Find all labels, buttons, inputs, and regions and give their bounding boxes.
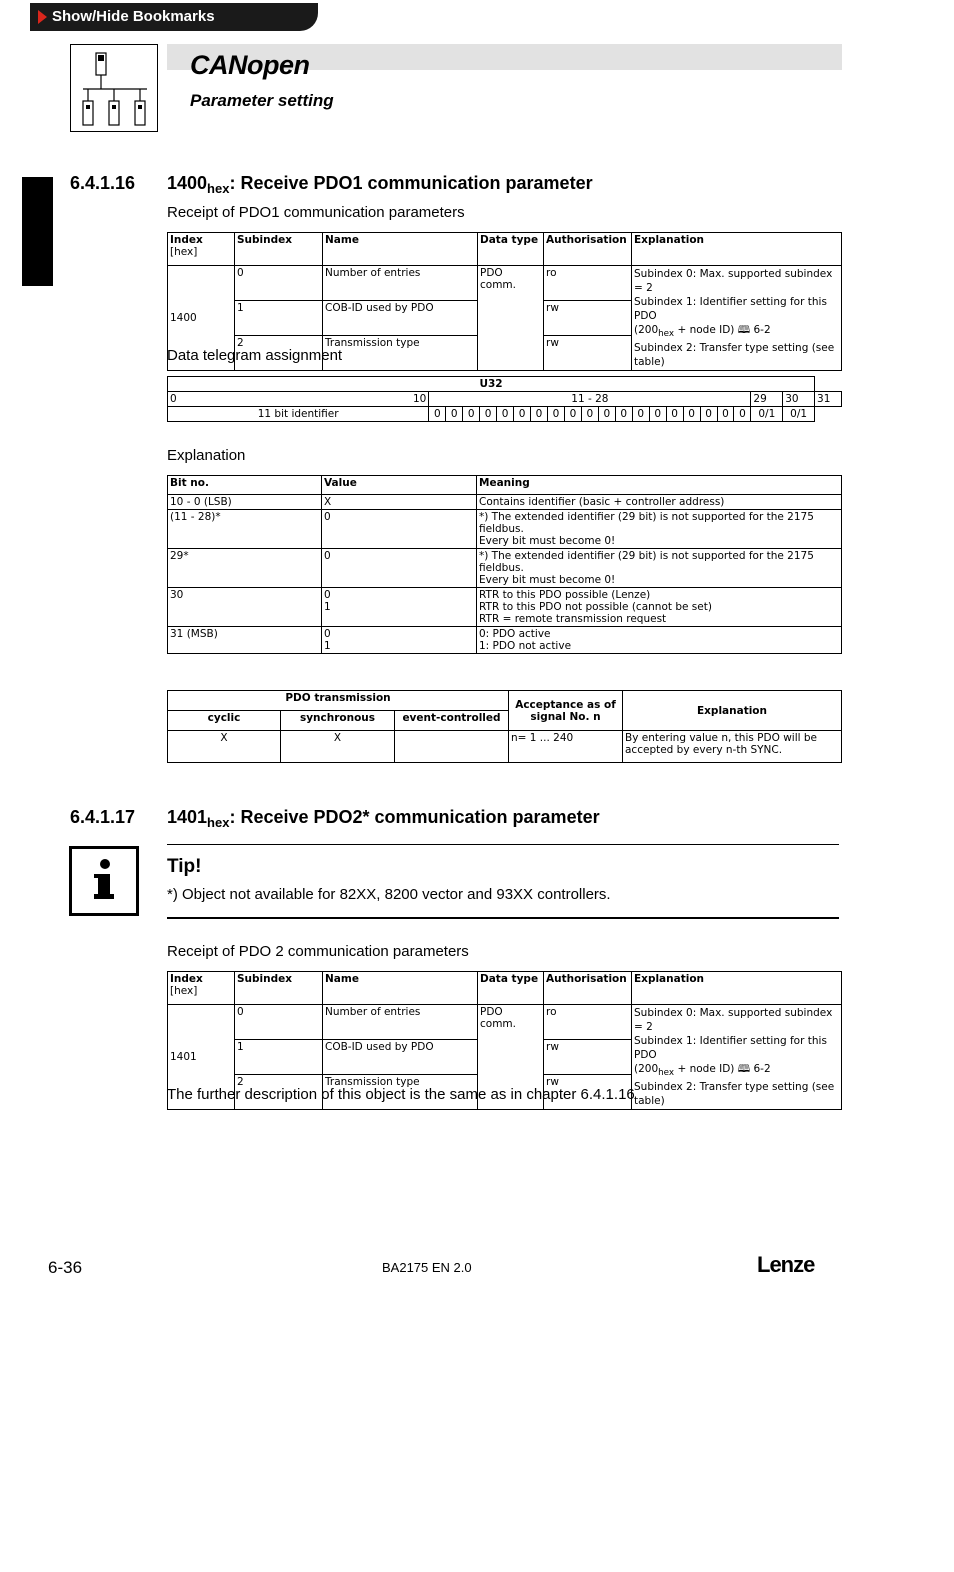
bit-value-cell: 0 [480,407,497,422]
bit-value-cell: 0 [700,407,717,422]
subindex-cell: 0 [235,1005,323,1040]
value-cell: 0 [322,549,477,588]
value-cell: 0 1 [322,627,477,654]
auth-cell: rw [544,1075,632,1110]
name-cell: Number of entries [323,1005,478,1040]
network-logo-icon [70,44,158,132]
bit-value-cell: 0 [581,407,598,422]
cyclic-cell: X [168,731,281,763]
auth-cell: rw [544,1040,632,1075]
table-row [168,627,842,654]
subindex-cell: 2 [235,336,323,371]
info-icon [69,846,139,916]
bit-value-cell: 0 [463,407,480,422]
table-row [168,495,842,510]
bit-value-cell: 0 [717,407,734,422]
col-header-expl: Explanation [632,972,842,1005]
pdo-transmission-header: PDO transmission [168,691,509,711]
bit-cell: 29* [168,549,322,588]
document-id: BA2175 EN 2.0 [382,1260,472,1275]
col-event-controlled: event-controlled [395,711,509,731]
datatype-cell: PDO comm. [478,266,544,371]
table-row [168,549,842,588]
name-cell: Transmission type [323,1075,478,1110]
name-cell: COB-ID used by PDO [323,1040,478,1075]
book-icon: 🕮 [737,324,751,336]
bit-31: 31 [815,392,842,407]
col-cyclic: cyclic [168,711,281,731]
section-title: $1401_{hex}$: Receive PDO2* communication parameter [167,807,600,830]
page-number: 6-36 [48,1258,83,1277]
range-start: 0 [168,392,269,407]
pdo-expl-header: Explanation [623,691,842,731]
show-hide-bookmarks-button[interactable] [30,3,318,31]
bit-value-cell: 0/1 [751,407,783,422]
range-mid: 11 - 28 [429,392,751,407]
col-header-index: Index [hex] [168,233,235,266]
bit-value-cell: 0 [666,407,683,422]
pdo-transmission-table [167,690,842,763]
auth-cell: rw [544,301,632,336]
name-cell: COB-ID used by PDO [323,301,478,336]
closing-text: The further description of this object is the same as in chapter 6.4.1.16 [167,1086,635,1103]
bit-value-cell: 0 [547,407,564,422]
bit-value-cell: 0 [615,407,632,422]
index-cell: 1401 [168,1005,235,1110]
auth-cell: ro [544,1005,632,1040]
bit-cell: 10 - 0 (LSB) [168,495,322,510]
meaning-cell: *) The extended identifier (29 bit) is not supported for the 2175 fieldbus. Every bit must become 0! [477,510,842,549]
value-cell: 0 1 [322,588,477,627]
bit-value-cell: 0 [564,407,581,422]
section-title: $1400_{hex}$: Receive PDO1 communication parameter [167,173,593,196]
bit-value-cell: 0 [497,407,514,422]
section-number: 6.4.1.16 [70,173,136,193]
bit-value-cell: 0 [649,407,666,422]
page-subtitle: Parameter setting [190,91,334,110]
bookmark-label: Show/Hide Bookmarks [52,8,215,25]
bit-value-cell: 0 [598,407,615,422]
bit-value-cell: 0 [734,407,751,422]
col-header-expl: Explanation [632,233,842,266]
section-number: 6.4.1.17 [70,807,136,827]
telegram-heading: Data telegram assignment [167,347,343,364]
tip-title: Tip! [167,856,202,877]
name-cell: Transmission type [323,336,478,371]
auth-cell: rw [544,336,632,371]
explanation-heading: Explanation [167,447,246,464]
bit-cell: 31 (MSB) [168,627,322,654]
name-cell: Number of entries [323,266,478,301]
page-title: CANopen [190,50,310,80]
bit-30: 30 [783,392,815,407]
meaning-cell: RTR to this PDO possible (Lenze) RTR to this PDO not possible (cannot be set) RTR = remote transmission request [477,588,842,627]
subindex-cell: 1 [235,1040,323,1075]
bit-value-cell: 0/1 [783,407,815,422]
brand-logo: Lenze [757,1252,815,1277]
bit-value-cell: 0 [632,407,649,422]
section-intro: Receipt of PDO 2 communication parameters [167,943,469,960]
acceptance-cell: n= 1 ... 240 [509,731,623,763]
col-header-subindex: Subindex [235,972,323,1005]
telegram-type: U32 [168,377,815,392]
bit-29: 29 [751,392,783,407]
tip-text: *) Object not available for 82XX, 8200 vector and 93XX controllers. [167,886,611,903]
bit-value-cell: 0 [429,407,446,422]
bit-cell: (11 - 28)* [168,510,322,549]
event-cell [395,731,509,763]
table-row [168,588,842,627]
meaning-cell: Contains identifier (basic + controller address) [477,495,842,510]
value-cell: 0 [322,510,477,549]
identifier-label: 11 bit identifier [168,407,429,422]
datatype-cell: PDO comm. [478,1005,544,1110]
chapter-marker [22,177,53,286]
auth-cell: ro [544,266,632,301]
col-synchronous: synchronous [281,711,395,731]
col-header-value: Value [322,476,477,495]
value-cell: X [322,495,477,510]
section-intro: Receipt of PDO1 communication parameters [167,204,465,221]
col-header-datatype: Data type [478,233,544,266]
col-header-bit: Bit no. [168,476,322,495]
index-cell: 1400 [168,266,235,371]
telegram-table [167,376,842,422]
tip-top-rule [167,844,839,845]
expl-cell: Subindex 0: Max. supported subindex = 2 Subindex 1: Identifier setting for this PDO ($200_{hex}$ + node ID) 🕮 6-2 Subindex 2: Transfer type setting (see table) [632,266,842,371]
subindex-cell: 0 [235,266,323,301]
col-header-name: Name [323,972,478,1005]
triangle-right-icon [38,10,47,24]
subindex-cell: 1 [235,301,323,336]
col-header-datatype: Data type [478,972,544,1005]
synchronous-cell: X [281,731,395,763]
book-icon: 🕮 [737,1063,751,1075]
bit-value-cell: 0 [514,407,531,422]
explanation-table [167,475,842,654]
col-header-auth: Authorisation [544,233,632,266]
expl-cell: Subindex 0: Max. supported subindex = 2 Subindex 1: Identifier setting for this PDO ($200_{hex}$ + node ID) 🕮 6-2 Subindex 2: Transfer type setting (see table) [632,1005,842,1110]
subindex-cell: 2 [235,1075,323,1110]
col-header-name: Name [323,233,478,266]
bit-cell: 30 [168,588,322,627]
meaning-cell: 0: PDO active 1: PDO not active [477,627,842,654]
pdo-expl-cell: By entering value n, this PDO will be accepted by every n-th SYNC. [623,731,842,763]
tip-bottom-rule [167,917,839,919]
bit-value-cell: 0 [446,407,463,422]
range-end: 10 [268,392,429,407]
table-row [168,510,842,549]
meaning-cell: *) The extended identifier (29 bit) is not supported for the 2175 fieldbus. Every bit must become 0! [477,549,842,588]
bit-value-cell: 0 [683,407,700,422]
col-header-meaning: Meaning [477,476,842,495]
col-header-auth: Authorisation [544,972,632,1005]
bit-value-cell: 0 [531,407,548,422]
col-header-index: Index [hex] [168,972,235,1005]
col-header-subindex: Subindex [235,233,323,266]
acceptance-header: Acceptance as of signal No. n [509,691,623,731]
